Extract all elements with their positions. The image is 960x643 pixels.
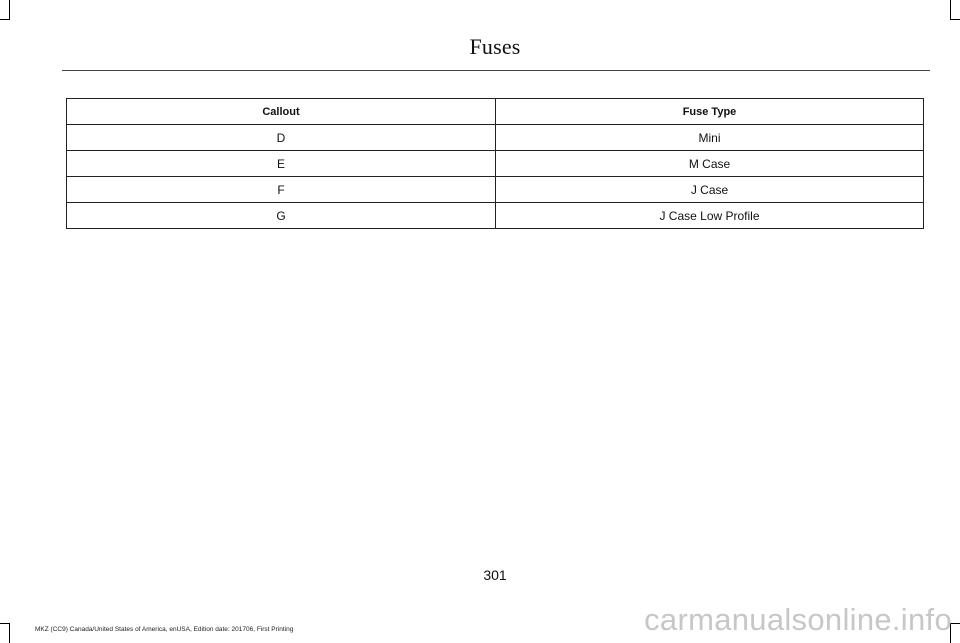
table-header-row (67, 99, 924, 125)
page-number: 301 (483, 567, 507, 583)
callout-cell: G (67, 203, 496, 229)
callout-cell: F (67, 177, 496, 203)
column-header-fuse-type: Fuse Type (496, 99, 924, 125)
crop-mark-bottom-left (0, 623, 10, 624)
table-row (67, 203, 924, 229)
header-divider (62, 70, 930, 71)
page-title: Fuses (469, 34, 521, 59)
fuse-type-cell: Mini (496, 125, 924, 151)
crop-mark-top-left (9, 0, 10, 20)
callout-cell: E (67, 151, 496, 177)
crop-mark-top-right (950, 19, 960, 20)
fuse-type-cell: M Case (496, 151, 924, 177)
crop-mark-top-left (0, 19, 10, 20)
edition-footer: MKZ (CC9) Canada/United States of America, enUSA, Edition date: 201706, First Printing (35, 626, 294, 633)
crop-mark-top-right (950, 0, 951, 20)
table-row (67, 177, 924, 203)
table-row (67, 151, 924, 177)
fuse-type-table (66, 98, 924, 229)
crop-mark-bottom-left (9, 623, 10, 643)
watermark: carmanualsonline.info (644, 602, 952, 637)
table-row (67, 125, 924, 151)
callout-cell: D (67, 125, 496, 151)
fuse-type-cell: J Case Low Profile (496, 203, 924, 229)
column-header-callout: Callout (67, 99, 496, 125)
fuse-type-cell: J Case (496, 177, 924, 203)
